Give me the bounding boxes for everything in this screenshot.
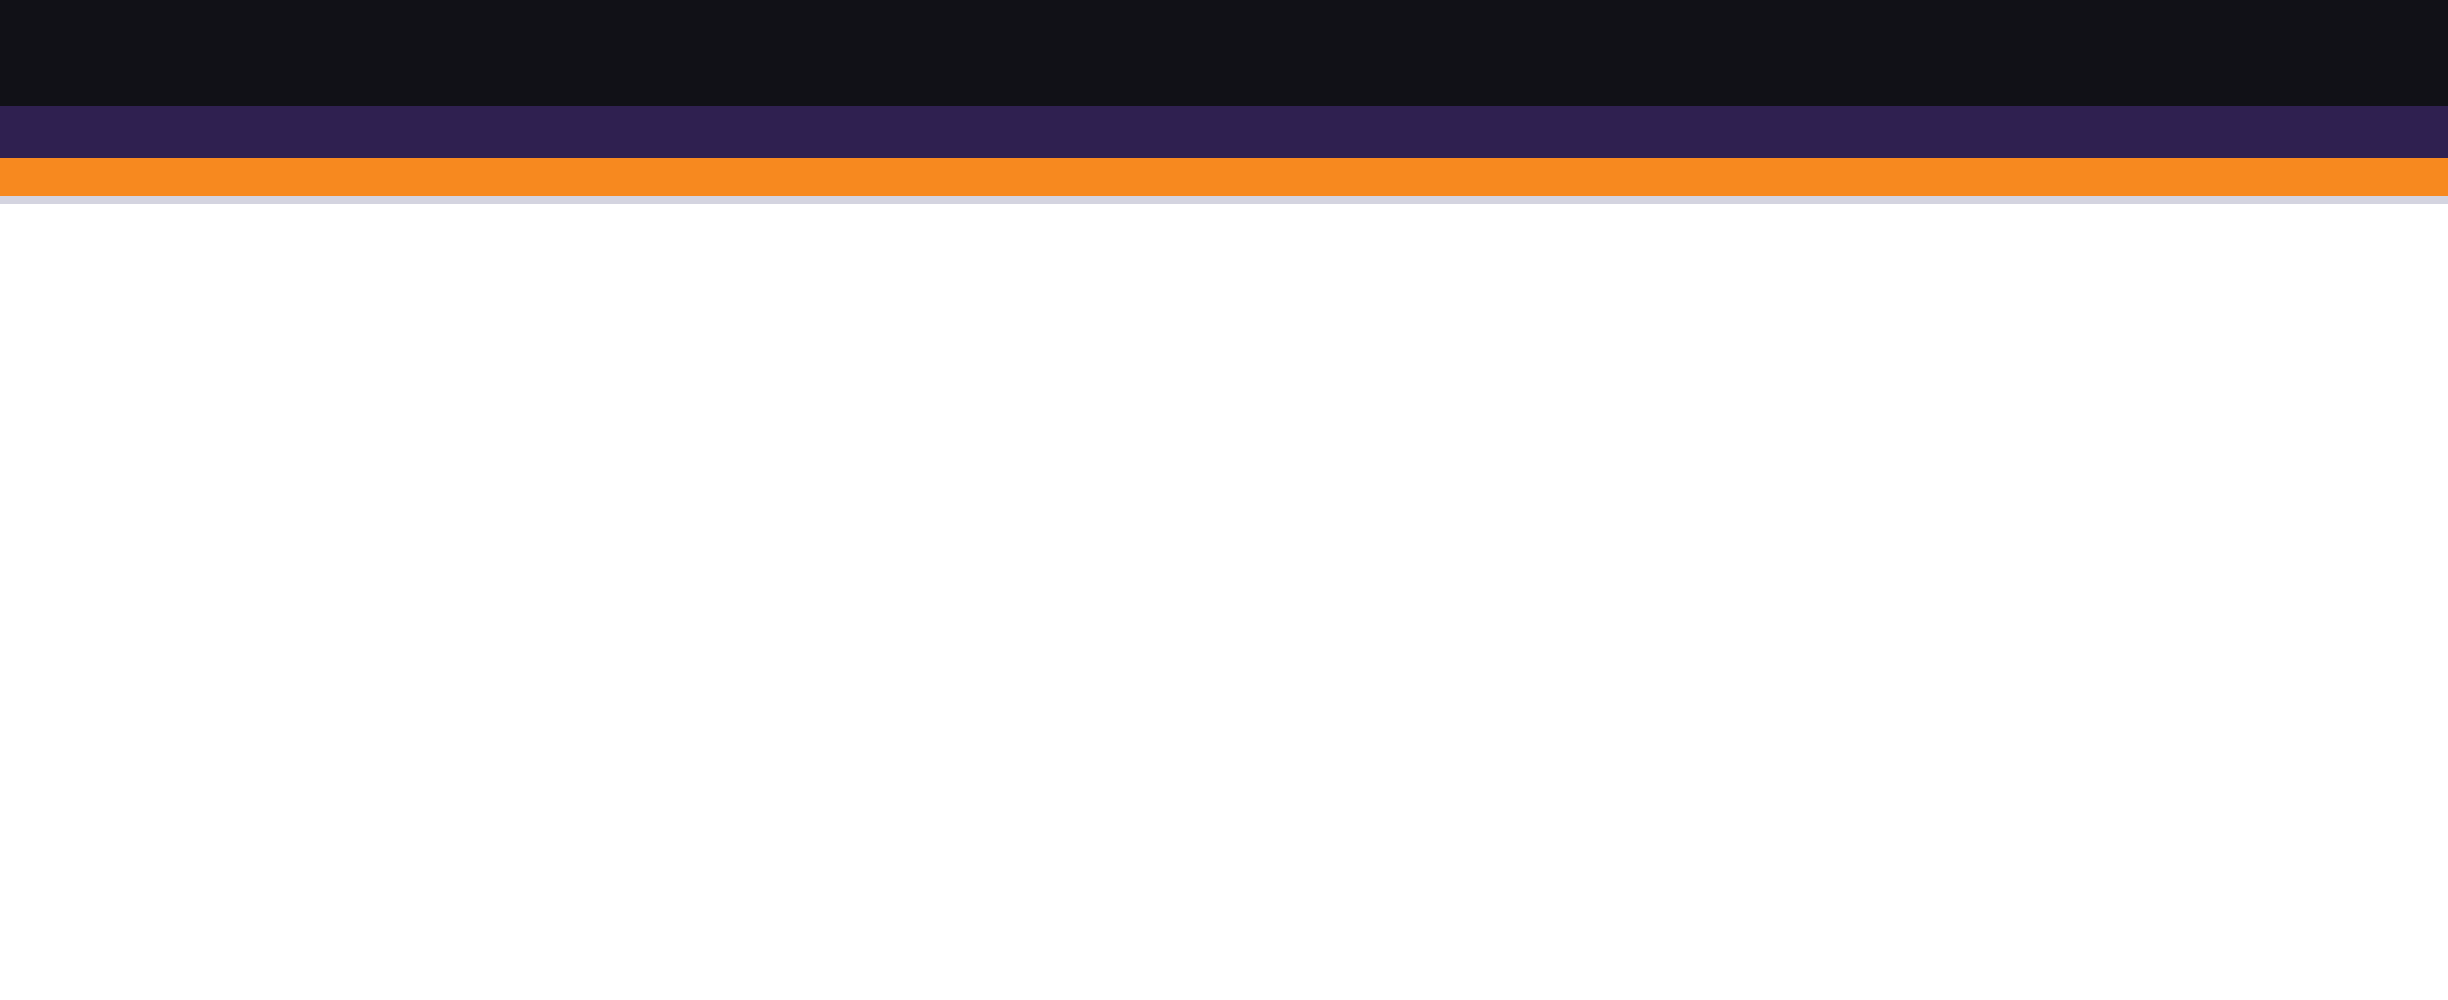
title-row <box>0 0 2448 106</box>
header-row <box>0 158 2448 196</box>
subtitle-row <box>0 106 2448 158</box>
frozen-row-divider <box>0 196 2448 204</box>
